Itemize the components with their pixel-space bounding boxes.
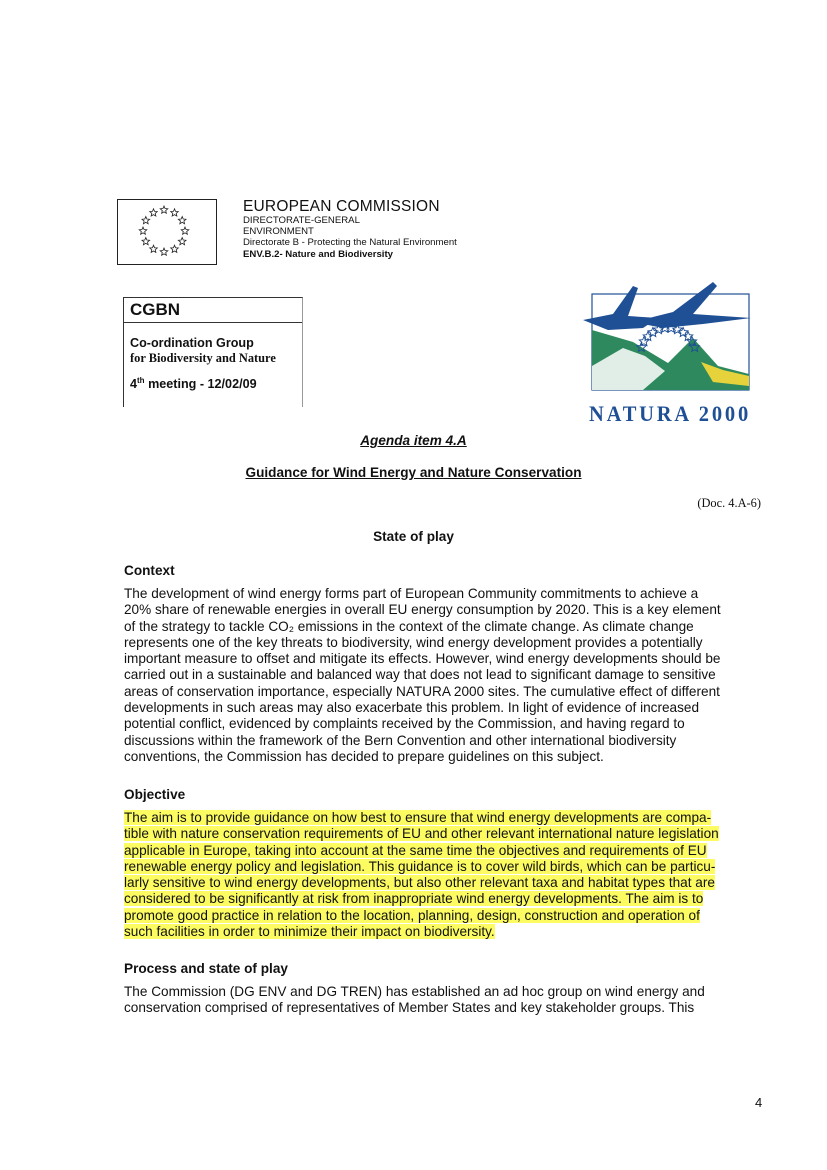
eu-star-icon xyxy=(178,217,186,224)
cgbn-rule xyxy=(124,322,302,323)
objective-line: considered to be significantly at risk from inappropriate wind energy developments. The aim is to xyxy=(124,891,704,907)
eu-star-icon xyxy=(181,227,189,234)
process-line: The Commission (DG ENV and DG TREN) has established an ad hoc group on wind energy and xyxy=(124,984,705,999)
state-of-play-title: State of play xyxy=(373,529,454,544)
eu-star-icon xyxy=(142,217,150,224)
unit: ENV.B.2- Nature and Biodiversity xyxy=(243,248,393,260)
objective-line: applicable in Europe, taking into account at the same time the objectives and requirements of EU xyxy=(124,842,707,858)
eu-star-icon xyxy=(150,209,158,216)
eu-star-icon xyxy=(171,209,179,216)
eu-logo-box xyxy=(117,199,217,265)
eu-star-icon xyxy=(171,245,179,252)
doc-ref: (Doc. 4.A-6) xyxy=(697,496,761,510)
objective-paragraph xyxy=(124,810,764,940)
process-heading: Process and state of play xyxy=(124,961,288,976)
context-line: 20% share of renewable energies in overall EU energy consumption by 2020. This is a key element xyxy=(124,602,721,618)
objective-line: renewable energy policy and legislation. This guidance is to cover wild birds, which can be particu- xyxy=(124,858,716,874)
objective-heading: Objective xyxy=(124,787,186,802)
dg-line2: ENVIRONMENT xyxy=(243,226,314,238)
cgbn-group-line2: for Biodiversity and Nature xyxy=(130,351,276,365)
context-line: represents one of the key threats to biodiversity, wind energy development provides a potentially xyxy=(124,634,703,650)
objective-line: such facilities in order to minimize their impact on biodiversity. xyxy=(124,924,495,940)
objective-line: larly sensitive to wind energy developments, but also other relevant taxa and habitat types that are xyxy=(124,875,715,891)
process-paragraph xyxy=(124,984,764,1017)
natura-2000-logo xyxy=(583,278,758,426)
cgbn-box xyxy=(123,297,303,407)
cgbn-group-line1: Co-ordination Group xyxy=(130,336,254,350)
context-line: discussions within the framework of the Bern Convention and other international biodiversity xyxy=(124,732,677,748)
eu-star-icon xyxy=(142,238,150,245)
context-line: The development of wind energy forms part of European Community commitments to achieve a xyxy=(124,586,699,601)
objective-line: tible with nature conservation requirements of EU and other relevant international nature legislation xyxy=(124,826,719,842)
guidance-title: Guidance for Wind Energy and Nature Conservation xyxy=(245,465,582,480)
directorate: Directorate B - Protecting the Natural Environment xyxy=(243,237,457,249)
context-heading: Context xyxy=(124,563,175,578)
context-line: carried out in a sustainable and balanced way that does not lead to significant damage to sensitive xyxy=(124,667,716,683)
dg-line1: DIRECTORATE-GENERAL xyxy=(243,215,360,226)
process-line: conservation comprised of representatives of Member States and key stakeholder groups. This xyxy=(124,1000,695,1016)
context-line: potential conflict, evidenced by complaints received by the Commission, and having regard to xyxy=(124,716,685,732)
page-number: 4 xyxy=(755,1095,763,1110)
context-line: areas of conservation importance, especially NATURA 2000 sites. The cumulative effect of different xyxy=(124,683,720,699)
context-line: developments in such areas may also exacerbate this problem. In light of evidence of increased xyxy=(124,700,700,716)
eu-stars-icon xyxy=(118,200,216,264)
org-name: EUROPEAN COMMISSION xyxy=(243,198,440,215)
context-paragraph xyxy=(124,586,764,765)
natura-star-icon xyxy=(683,331,693,340)
cgbn-meeting: 4th meeting - 12/02/09 xyxy=(130,376,257,392)
natura-2000-logo-icon xyxy=(583,278,758,426)
context-line: conventions, the Commission has decided to prepare guidelines on this subject. xyxy=(124,748,604,764)
eu-star-icon xyxy=(160,248,168,255)
context-line: important measure to offset and mitigate its effects. However, wind energy developments should be xyxy=(124,651,721,667)
eu-star-icon xyxy=(178,238,186,245)
context-line: of the strategy to tackle CO₂ emissions in the context of the climate change. As climate change xyxy=(124,618,694,634)
eu-header-text xyxy=(243,198,457,260)
eu-star-icon xyxy=(160,206,168,213)
objective-line: promote good practice in relation to the location, planning, design, construction and operation of xyxy=(124,907,700,923)
cgbn-title: CGBN xyxy=(130,300,181,319)
eu-star-icon xyxy=(150,245,158,252)
objective-line: The aim is to provide guidance on how best to ensure that wind energy developments are compa- xyxy=(124,810,712,825)
natura-text: NATURA 2000 xyxy=(589,401,751,426)
agenda-item: Agenda item 4.A xyxy=(360,433,467,448)
eu-star-icon xyxy=(139,227,147,234)
